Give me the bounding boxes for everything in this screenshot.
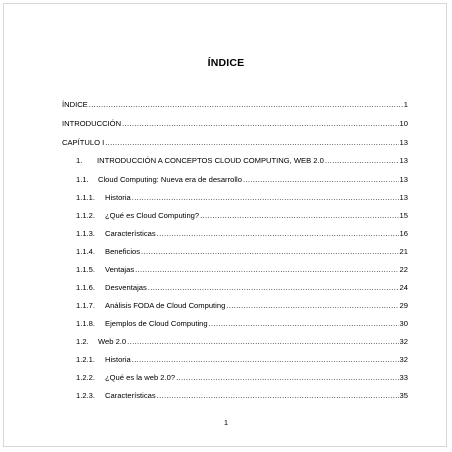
toc-entry-page: 1	[403, 100, 408, 109]
toc-entry[interactable]	[62, 138, 408, 148]
toc-entry-page: 32	[399, 337, 408, 346]
toc-entry-text: Características	[105, 229, 156, 238]
toc-leader	[141, 247, 399, 257]
toc-leader	[122, 119, 398, 129]
toc-entry-page: 24	[399, 283, 408, 292]
toc-entry-number: 1.1.	[76, 175, 89, 184]
toc-entry-page: 16	[399, 229, 408, 238]
toc-entry[interactable]	[76, 373, 408, 383]
toc-entry-text: Características	[105, 391, 156, 400]
toc-entry-number: 1.2.2.	[76, 373, 95, 382]
toc-leader	[148, 283, 399, 293]
toc-entry[interactable]	[76, 337, 408, 347]
toc-leader	[176, 373, 398, 383]
toc-entry-number: 1.1.4.	[76, 247, 95, 256]
toc-entry-number: 1.1.7.	[76, 301, 95, 310]
toc-leader	[127, 337, 398, 347]
toc-entry-page: 30	[399, 319, 408, 328]
toc-entry-text: Análisis FODA de Cloud Computing	[105, 301, 226, 310]
toc-entry[interactable]	[62, 119, 408, 129]
toc-entry[interactable]	[76, 283, 408, 293]
toc-entry-text: CAPÍTULO I	[62, 138, 105, 147]
toc-entry[interactable]	[76, 175, 408, 185]
toc-entry[interactable]	[76, 229, 408, 239]
toc-entry-number: 1.1.6.	[76, 283, 95, 292]
toc-entry[interactable]	[76, 265, 408, 275]
toc-entry-page: 21	[399, 247, 408, 256]
toc-entry-page: 10	[399, 119, 408, 128]
toc-entry-number: 1.1.1.	[76, 193, 95, 202]
toc-entry[interactable]	[76, 247, 408, 257]
toc-entry-text: ¿Qué es Cloud Computing?	[105, 211, 200, 220]
toc-entry-page: 15	[399, 211, 408, 220]
toc-entry-number: 1.1.2.	[76, 211, 95, 220]
toc-entry-page: 13	[399, 156, 408, 165]
toc-entry[interactable]	[76, 355, 408, 365]
toc-entry[interactable]	[76, 193, 408, 203]
toc-entry-page: 33	[399, 373, 408, 382]
toc-entry-page: 29	[399, 301, 408, 310]
toc-title: ÍNDICE	[207, 57, 245, 69]
toc-entry[interactable]	[76, 211, 408, 221]
toc-entry[interactable]	[76, 319, 408, 329]
toc-entry-page: 13	[399, 193, 408, 202]
toc-leader	[89, 100, 403, 110]
toc-entry[interactable]	[76, 301, 408, 311]
toc-entry-text: ¿Qué es la web 2.0?	[105, 373, 176, 382]
toc-entry-text: Desventajas	[105, 283, 147, 292]
toc-entry-number: 1.1.8.	[76, 319, 95, 328]
toc-entry-number: 1.1.3.	[76, 229, 95, 238]
toc-entry-number: 1.2.1.	[76, 355, 95, 364]
toc-entry[interactable]	[76, 391, 408, 401]
toc-leader	[325, 156, 399, 166]
toc-entry-page: 35	[399, 391, 408, 400]
toc-leader	[226, 301, 398, 311]
toc-entry-number: 1.2.3.	[76, 391, 95, 400]
toc-leader	[209, 319, 399, 329]
toc-entry-text: ÍNDICE	[62, 100, 88, 109]
toc-leader	[132, 193, 399, 203]
toc-entry-text: Ejemplos de Cloud Computing	[105, 319, 208, 328]
toc-leader	[135, 265, 398, 275]
toc-leader	[105, 138, 398, 148]
toc-entry-number: 1.1.5.	[76, 265, 95, 274]
page-number: 1	[223, 418, 229, 427]
toc-entry-text: Historia	[105, 355, 131, 364]
toc-entry-text: INTRODUCCIÓN A CONCEPTOS CLOUD COMPUTING, WEB 2.0	[97, 156, 324, 165]
toc-entry[interactable]	[62, 100, 408, 110]
toc-entry-text: Beneficios	[105, 247, 141, 256]
toc-entry-text: Cloud Computing: Nueva era de desarrollo	[98, 175, 242, 184]
toc-leader	[243, 175, 399, 185]
toc-leader	[200, 211, 398, 221]
toc-entry-page: 32	[399, 355, 408, 364]
toc-entry-page: 13	[399, 138, 408, 147]
toc-entry[interactable]	[76, 156, 408, 166]
toc-leader	[157, 391, 399, 401]
toc-entry-number: 1.	[76, 156, 83, 165]
toc-entry-text: INTRODUCCIÓN	[62, 119, 122, 128]
toc-leader	[132, 355, 399, 365]
toc-entry-number: 1.2.	[76, 337, 89, 346]
toc-leader	[157, 229, 399, 239]
toc-entry-page: 13	[399, 175, 408, 184]
toc-entry-text: Ventajas	[105, 265, 135, 274]
toc-entry-page: 22	[399, 265, 408, 274]
toc-entry-text: Historia	[105, 193, 131, 202]
toc-entry-text: Web 2.0	[98, 337, 127, 346]
